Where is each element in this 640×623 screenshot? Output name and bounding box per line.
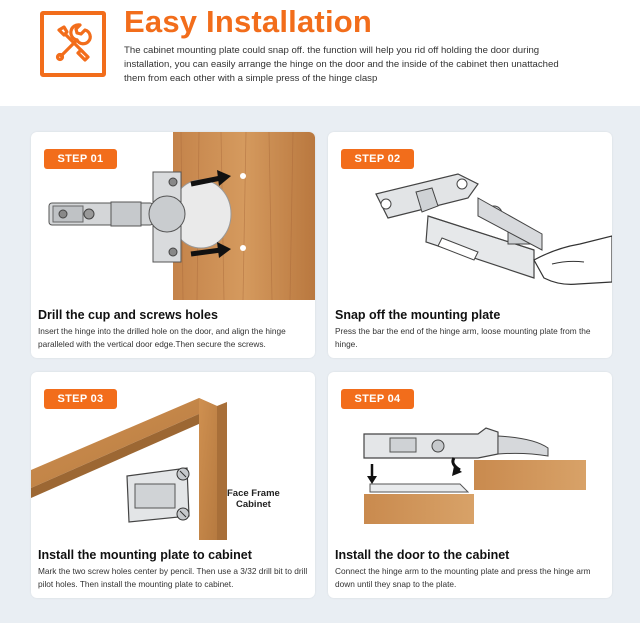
- face-frame-label-line2: Cabinet: [235, 499, 271, 510]
- page-title: Easy Installation: [124, 4, 373, 39]
- step-card-1: [31, 132, 315, 358]
- step-title-3: Install the mounting plate to cabinet: [38, 548, 252, 562]
- step-badge-3: STEP 03: [44, 389, 117, 409]
- step-card-2: [328, 132, 612, 358]
- step-badge-4: STEP 04: [341, 389, 414, 409]
- face-frame-label: [227, 488, 280, 510]
- step-badge-2: STEP 02: [341, 149, 414, 169]
- tools-logo: [40, 11, 106, 77]
- tools-icon: [50, 21, 96, 67]
- step-desc-1: Insert the hinge into the drilled hole on the door, and align the hinge paralleled with the vertical door edge.Then secure the screws.: [38, 326, 286, 349]
- step-card-3: [31, 372, 315, 598]
- step-desc-3: Mark the two screw holes center by pencil. Then use a 3/32 drill bit to drill pilot holes. Then install the mounting plate to cabinet.: [38, 566, 308, 589]
- step-desc-4: Connect the hinge arm to the mounting plate and press the hinge arm down until they snap to the plate.: [335, 566, 591, 589]
- step-title-1: Drill the cup and screws holes: [38, 308, 218, 322]
- intro-text: The cabinet mounting plate could snap off. the function will help you rid off holding the door during installation, you can easily arrange the hinge on the door and the inside of the cabinet then unattached them from each other with a simple press of the hinge clasp: [124, 45, 559, 84]
- step-card-4: [328, 372, 612, 598]
- step-badge-1: STEP 01: [44, 149, 117, 169]
- face-frame-label-line1: Face Frame: [227, 488, 280, 499]
- step-title-2: Snap off the mounting plate: [335, 308, 501, 322]
- step-desc-2: Press the bar the end of the hinge arm, loose mounting plate from the hinge.: [335, 326, 591, 349]
- header: [0, 0, 640, 106]
- step-title-4: Install the door to the cabinet: [335, 548, 510, 562]
